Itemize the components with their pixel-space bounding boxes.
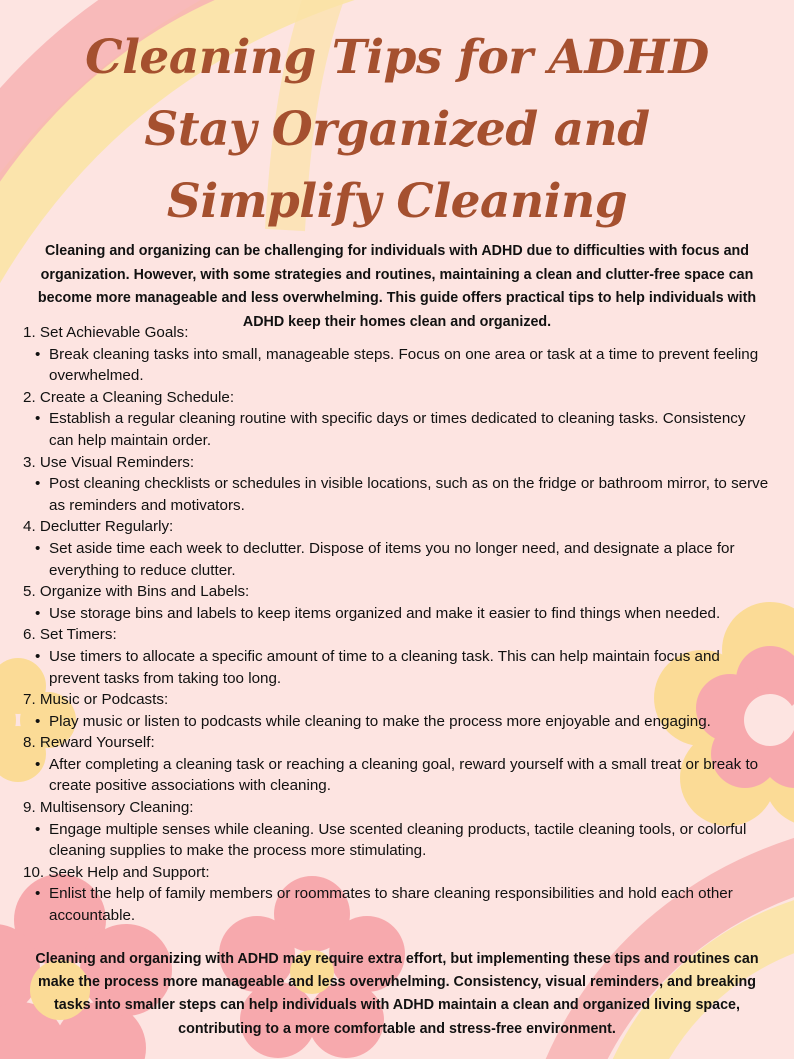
bullet-icon: • [35,604,41,622]
bullet-icon: • [35,345,41,363]
tip-detail-text: Play music or listen to podcasts while cleaning to make the process more enjoyable and engaging. [49,712,711,730]
list-item [23,581,773,624]
tips-list [23,322,773,927]
title-line-3: Simplify Cleaning [166,174,628,229]
tip-detail [23,473,773,516]
tip-detail [23,883,773,926]
list-item [23,322,773,387]
tip-detail-text: Use storage bins and labels to keep items organized and make it easier to find things when needed. [49,604,721,622]
tip-heading: 6. Set Timers: [23,626,117,644]
bullet-icon: • [35,820,41,838]
list-item [23,452,773,517]
intro-paragraph: Cleaning and organizing can be challenging for individuals with ADHD due to difficulties with focus and organization. However, with some strategies and routines, maintaining a clean and clutter-free space can become more manageable and less overwhelming. This guide offers practical tips to help individuals with ADHD keep their homes clean and organized. [37,243,757,330]
list-item [23,862,773,927]
tip-detail [23,344,773,387]
list-item [23,689,773,732]
bullet-icon: • [35,647,41,665]
tip-heading: 10. Seek Help and Support: [23,863,210,881]
list-item [23,797,773,862]
tip-detail [23,408,773,451]
tip-detail-text: Establish a regular cleaning routine with specific days or times dedicated to cleaning tasks. Consistency can help maintain order. [49,410,746,449]
bullet-icon: • [35,712,41,730]
tip-detail-text: Engage multiple senses while cleaning. Use scented cleaning products, tactile cleaning tools, or colorful cleaning supplies to make the process more stimulating. [49,820,747,860]
tip-detail [23,711,773,733]
tip-heading: 5. Organize with Bins and Labels: [23,583,250,601]
list-item [23,387,773,452]
bullet-icon: • [35,885,41,903]
conclusion-paragraph: Cleaning and organizing with ADHD may require extra effort, but implementing these tips and routines can make the process more manageable and less overwhelming. Consistency, visual reminders, and breaking tasks into smaller steps can help individuals with ADHD maintain a clean and organized living space, contributing to a more comfortable and stress-free environment. [35,951,759,1037]
tip-detail-text: Post cleaning checklists or schedules in visible locations, such as on the fridge or bathroom mirror, to serve as reminders and motivators. [49,475,769,514]
tip-heading: 3. Use Visual Reminders: [23,453,195,471]
list-item [23,732,773,797]
tip-heading: 9. Multisensory Cleaning: [23,799,194,817]
tip-detail-text: After completing a cleaning task or reaching a cleaning goal, reward yourself with a small treat or break to create positive associations with cleaning. [49,755,759,795]
title-line-1: Cleaning Tips for ADHD [85,30,709,85]
tip-detail [23,538,773,581]
bullet-icon: • [35,410,41,428]
tip-detail [23,603,773,625]
tip-detail-text: Use timers to allocate a specific amount of time to a cleaning task. This can help maintain focus and prevent tasks from taking too long. [49,647,720,687]
tip-detail [23,819,773,862]
title-line-2: Stay Organized and [144,102,650,157]
list-item [23,516,773,581]
tip-heading: 4. Declutter Regularly: [23,518,174,536]
tip-heading: 7. Music or Podcasts: [23,691,169,709]
bullet-icon: • [35,755,41,773]
list-item [23,624,773,689]
bullet-icon: • [35,475,41,493]
tip-heading: 1. Set Achievable Goals: [23,324,189,341]
tip-detail [23,646,773,689]
tip-detail-text: Break cleaning tasks into small, manageable steps. Focus on one area or task at a time to prevent feeling overwhelmed. [49,345,759,385]
tip-detail-text: Enlist the help of family members or roommates to share cleaning responsibilities and hold each other accountable. [49,885,733,925]
bullet-icon: • [35,539,41,557]
page-title [0,22,794,238]
tip-detail [23,754,773,797]
tip-detail-text: Set aside time each week to declutter. Dispose of items you no longer need, and designate a place for everything to reduce clutter. [49,539,735,579]
tip-heading: 8. Reward Yourself: [23,734,155,752]
tip-heading: 2. Create a Cleaning Schedule: [23,388,235,406]
